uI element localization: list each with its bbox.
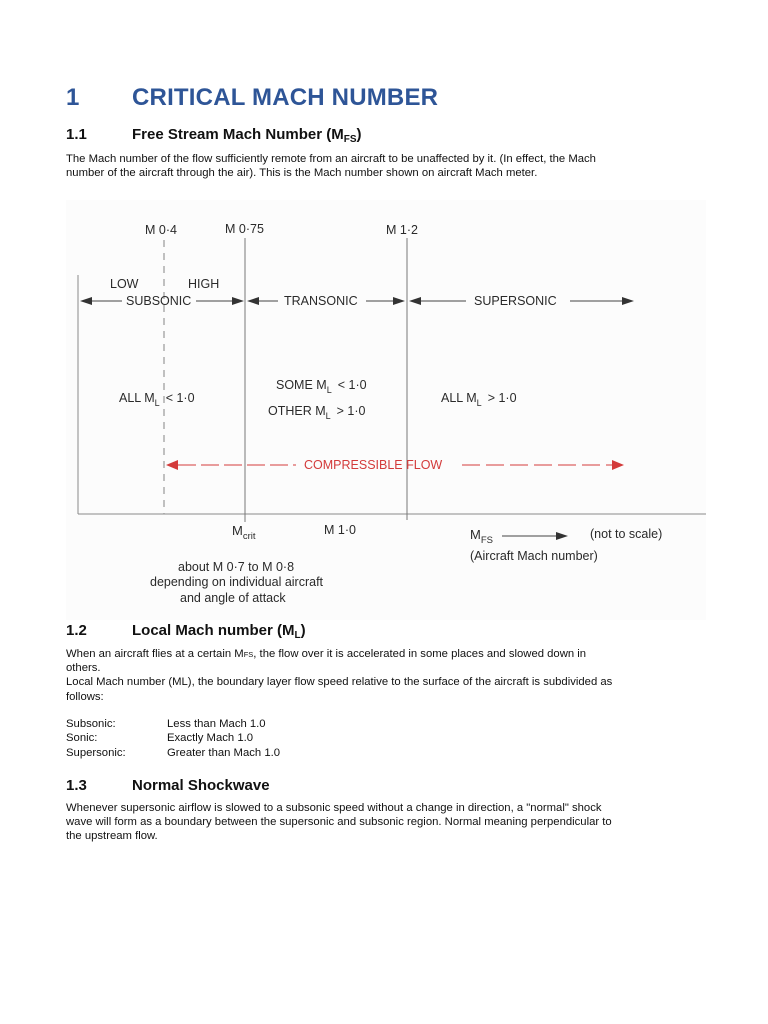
label-mfs: $M_{FS}$: [470, 527, 493, 546]
diagram-svg: [66, 200, 706, 620]
section-1-2-paragraph: [66, 647, 706, 704]
label-not-to-scale: (not to scale): [590, 527, 663, 541]
local-mach-definitions: [66, 717, 280, 760]
paragraph-line: When an aircraft flies at a certain MFS, the flow over it is accelerated in some places and slowed down in: [66, 648, 587, 660]
section-heading-1-3: [66, 777, 270, 794]
paragraph-line: the upstream flow.: [66, 830, 158, 843]
label-aircraft-mach: (Aircraft Mach number): [470, 549, 598, 563]
about-line: and angle of attack: [180, 591, 286, 605]
paragraph-line: wave will form as a boundary between the supersonic and subsonic region. Normal meaning perpendicular to: [66, 816, 612, 829]
label-supersonic: SUPERSONIC: [474, 294, 557, 308]
label-low: LOW: [110, 277, 139, 291]
label-m04: M 0·4: [145, 223, 177, 237]
paragraph-line: Local Mach number (ML), the boundary layer flow speed relative to the surface of the aircraft is subdivided as: [66, 676, 613, 689]
mach-regime-diagram: [66, 200, 706, 620]
definition-desc: Greater than Mach 1.0: [167, 746, 281, 759]
definition-term: Supersonic:: [66, 746, 126, 759]
label-some-ml: SOME $M_L < 1\cdot 0$: [276, 378, 367, 395]
definition-desc: Less than Mach 1.0: [167, 718, 266, 730]
label-other-ml: OTHER $M_L > 1\cdot 0$: [268, 404, 366, 421]
label-mcrit: $M_{crit}$: [232, 523, 256, 542]
label-high: HIGH: [188, 277, 220, 291]
paragraph-line: number of the aircraft through the air). This is the Mach number shown on aircraft Mach meter.: [66, 167, 538, 180]
section-heading-1-2: [66, 622, 306, 639]
about-line: about M 0·7 to M 0·8: [178, 560, 295, 574]
label-subsonic: SUBSONIC: [126, 294, 192, 308]
section-heading-1-1: [66, 126, 362, 143]
label-m10: M 1·0: [324, 523, 356, 537]
label-m075: M 0·75: [225, 222, 264, 236]
definition-term: Sonic:: [66, 732, 98, 745]
label-compressible-flow: COMPRESSIBLE FLOW: [304, 458, 443, 472]
section-number: 1.2: [66, 622, 87, 639]
chapter-title: CRITICAL MACH NUMBER: [132, 84, 439, 111]
section-number: 1.3: [66, 777, 87, 794]
definition-row: [66, 717, 280, 731]
label-transonic: TRANSONIC: [284, 294, 358, 308]
paragraph-line: The Mach number of the flow sufficiently remote from an aircraft to be unaffected by it. (In effect, the Mach: [66, 153, 596, 165]
definition-desc: Exactly Mach 1.0: [167, 732, 254, 745]
section-number: 1.1: [66, 126, 87, 143]
section-1-3-paragraph: [66, 801, 706, 844]
chapter-number: 1: [66, 84, 80, 111]
paragraph-line: Whenever supersonic airflow is slowed to a subsonic speed without a change in direction, a "normal" shock: [66, 802, 602, 814]
section-title: Local Mach number $(M_L)$: [132, 622, 306, 641]
label-all-ml-gt: ALL $M_L > 1\cdot 0$: [441, 391, 517, 408]
chapter-heading: [66, 83, 438, 113]
section-title: Normal Shockwave: [132, 777, 270, 794]
definition-row: [66, 731, 280, 745]
section-title: Free Stream Mach Number $(M_{FS})$: [132, 126, 362, 145]
label-all-ml-lt: ALL $M_L < 1\cdot 0$: [119, 391, 195, 408]
paragraph-line: others.: [66, 662, 101, 675]
about-line: depending on individual aircraft: [150, 575, 324, 589]
paragraph-line: follows:: [66, 690, 104, 703]
label-m12: M 1·2: [386, 223, 418, 237]
diagram-background: [66, 200, 706, 620]
definition-term: Subsonic:: [66, 718, 116, 730]
section-1-1-paragraph: [66, 152, 706, 180]
definition-row: [66, 746, 280, 760]
